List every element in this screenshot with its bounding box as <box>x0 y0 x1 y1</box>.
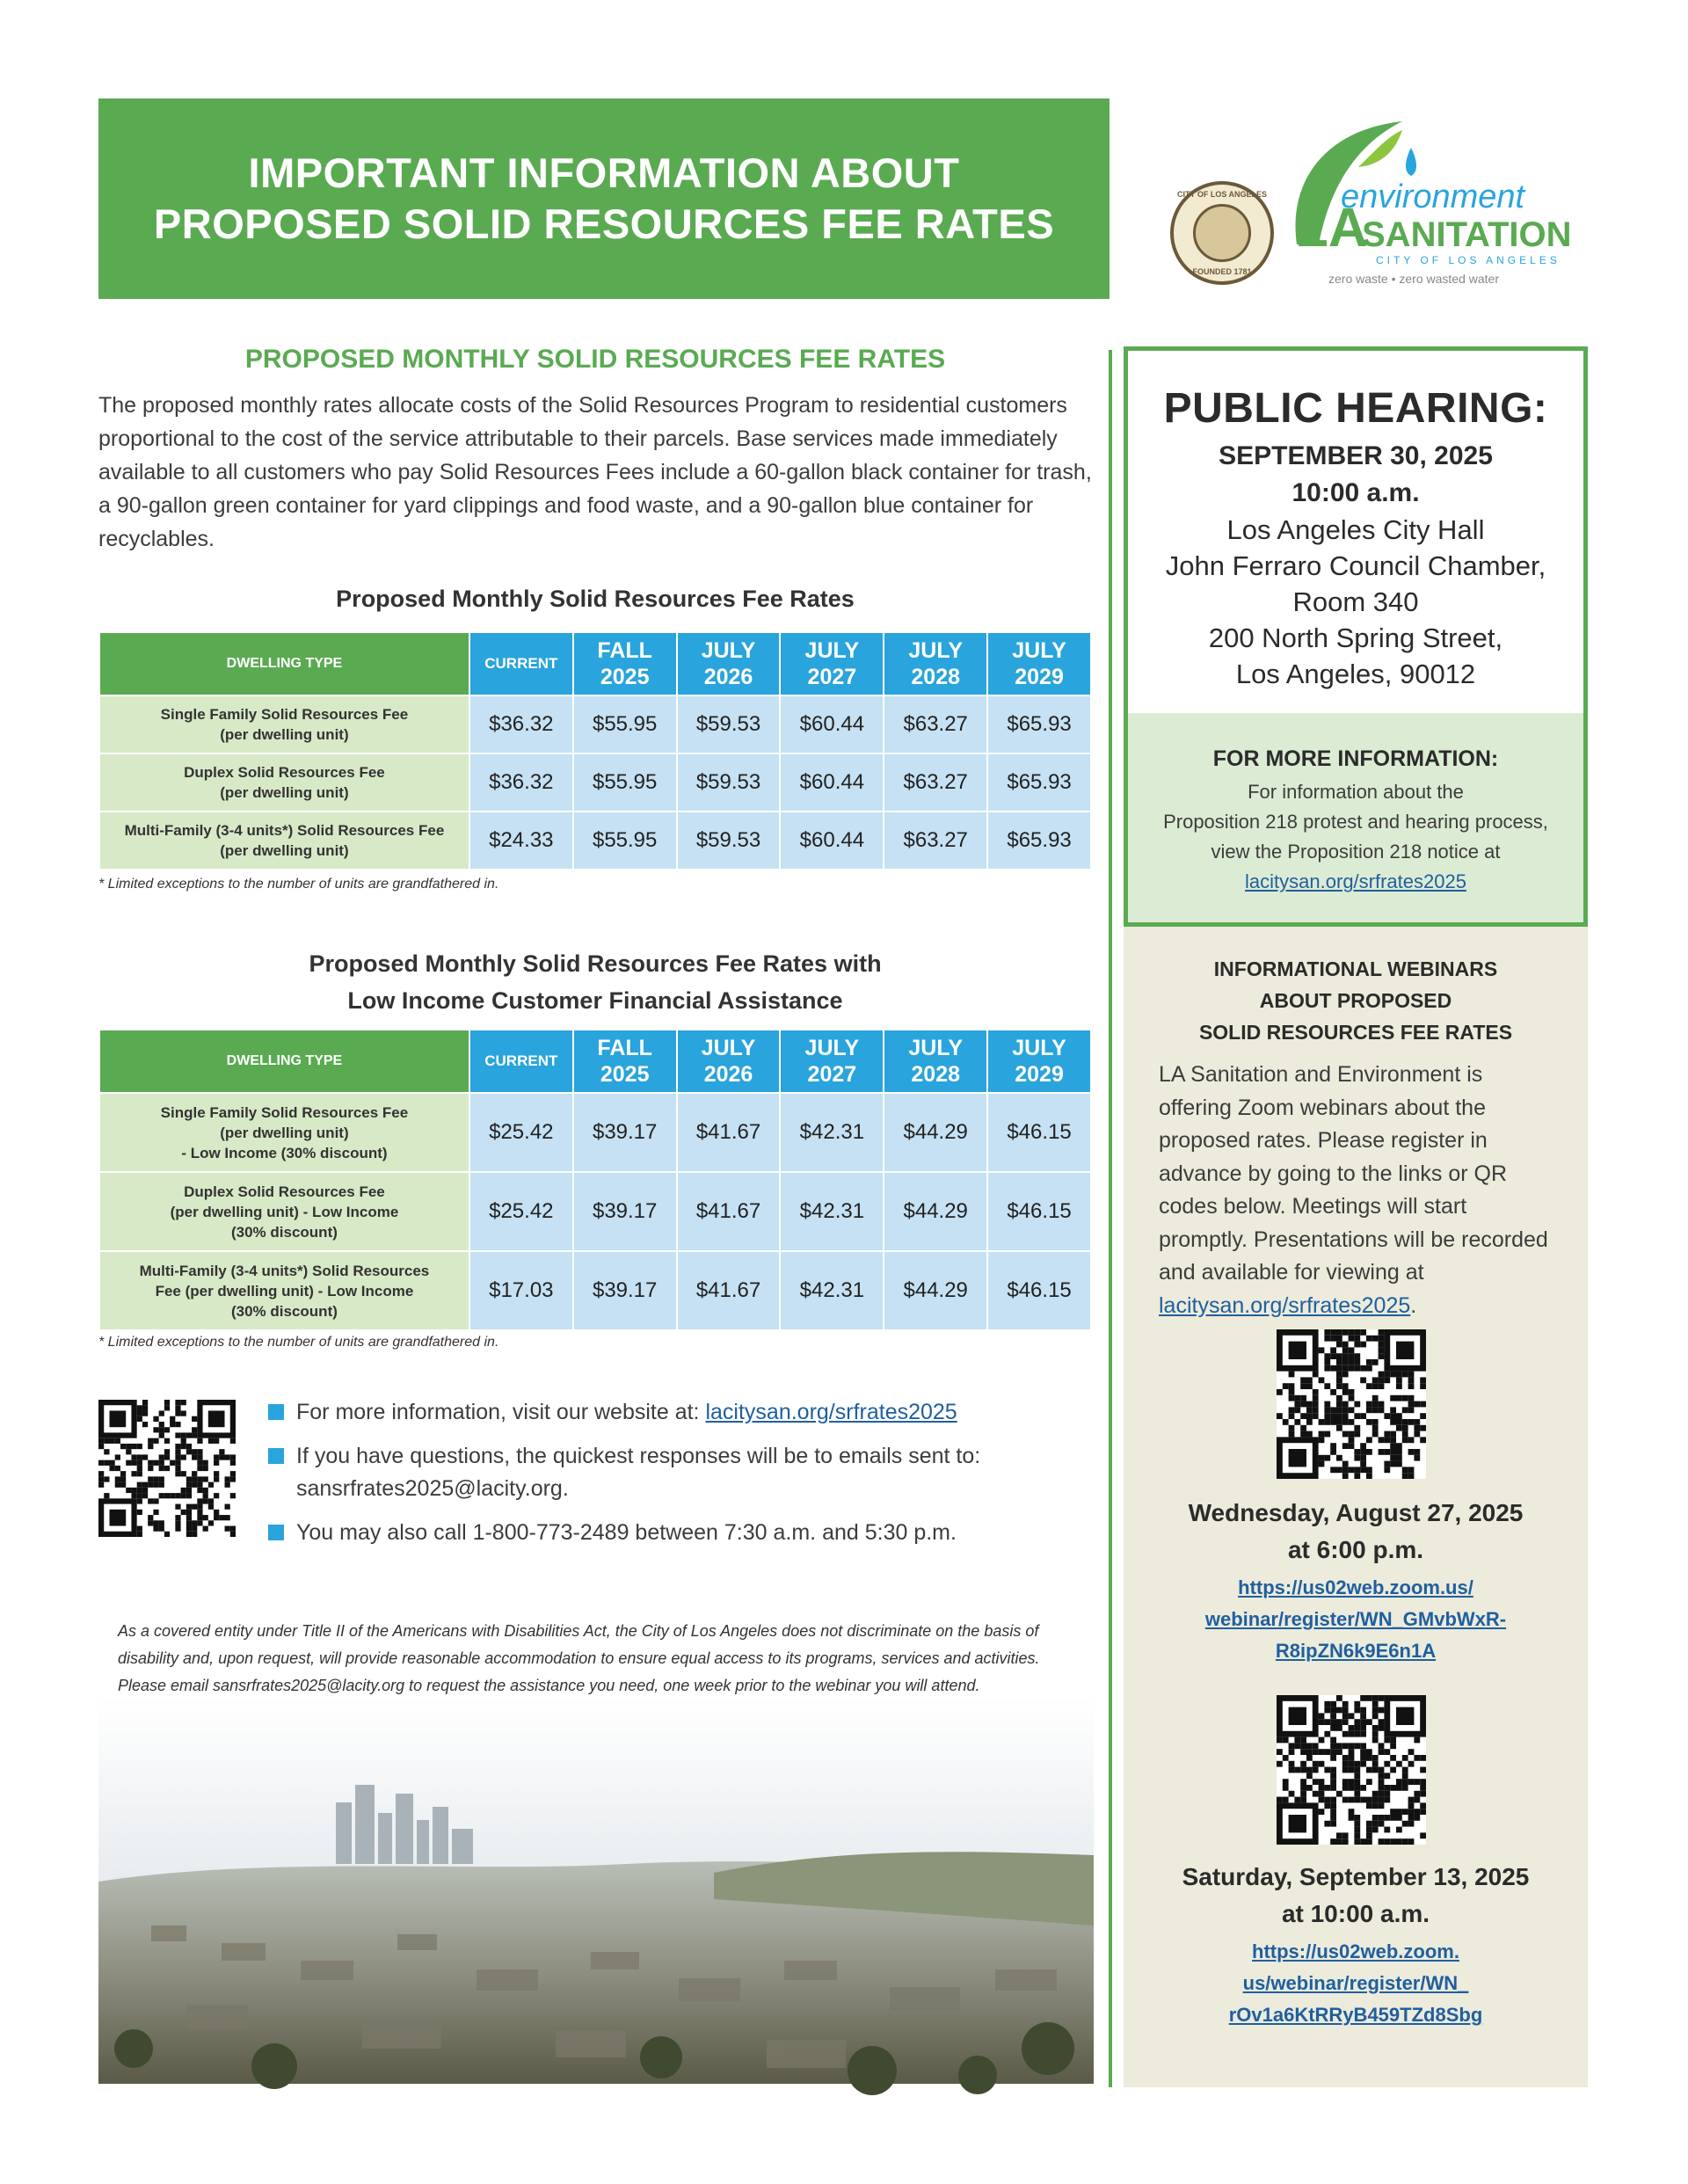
row-label: Multi-Family (3-4 units*) Solid Resources Fee (per dwelling unit) - Low Income (30% discount) <box>99 1251 469 1330</box>
cell-value: $39.17 <box>573 1172 677 1251</box>
hearing-location-3: Room 340 <box>1292 586 1419 617</box>
webinar1-link[interactable]: https://us02web.zoom.us/ webinar/register/WN_GMvbWxR- R8ipZN6k9E6n1A <box>1204 1576 1507 1662</box>
cell-value: $44.29 <box>884 1172 987 1251</box>
ada-statement: As a covered entity under Title II of the Americans with Disabilities Act, the City of Los Angeles does not discriminate on the basis of disability and, upon request, will provide reasonable accommodation to ensure equal access to its programs, services and activities. Please email sansrfrates2025@lacity.org to request the assistance you need, one week prior to the webinar you will attend. <box>118 1622 1040 1694</box>
hearing-location-5: Los Angeles, 90012 <box>1235 659 1476 689</box>
row-label: Multi-Family (3-4 units*) Solid Resources Fee (per dwelling unit) <box>99 812 469 870</box>
cell-value: $25.42 <box>469 1172 573 1251</box>
cell-value: $25.42 <box>469 1093 573 1172</box>
webinar1-date: Wednesday, August 27, 2025 <box>1188 1499 1524 1526</box>
cell-value: $42.31 <box>780 1093 884 1172</box>
header-title-line2: PROPOSED SOLID RESOURCES FEE RATES <box>153 200 1055 247</box>
hearing-location-4: 200 North Spring Street, <box>1208 622 1503 653</box>
column-divider <box>1109 350 1112 2087</box>
section-title: PROPOSED MONTHLY SOLID RESOURCES FEE RATES <box>244 345 946 374</box>
col-july-2026: JULY 2026 <box>677 1030 781 1093</box>
rates-table <box>98 631 1092 870</box>
cell-value: $41.67 <box>677 1251 781 1330</box>
table-row <box>99 1251 1091 1330</box>
cell-value: $41.67 <box>677 1172 781 1251</box>
col-july-2029: JULY 2029 <box>987 632 1091 695</box>
table1-title: Proposed Monthly Solid Resources Fee Rates <box>336 586 855 612</box>
col-july-2027: JULY 2027 <box>780 1030 884 1093</box>
list-item <box>268 1396 1112 1429</box>
email-text: If you have questions, the quickest responses will be to emails sent to: <box>296 1444 981 1468</box>
webinars-body: LA Sanitation and Environment is offering Zoom webinars about the proposed rates. Please register in advance by going to the links or QR codes below. Meetings will start promptly. Presentations will be recorded and available for viewing at lacitysan.org/srfrates2025. <box>1159 1062 1548 1318</box>
logo-environment-text: environment <box>1341 178 1525 215</box>
cell-value: $46.15 <box>987 1172 1091 1251</box>
col-dwelling-type: DWELLING TYPE <box>99 632 469 695</box>
cell-value: $60.44 <box>780 812 884 870</box>
cell-value: $46.15 <box>987 1251 1091 1330</box>
col-july-2029: JULY 2029 <box>987 1030 1091 1093</box>
row-label: Single Family Solid Resources Fee (per dwelling unit) <box>99 695 469 753</box>
webinar2-link[interactable]: https://us02web.zoom. us/webinar/register/WN_ rOv1a6KtRRyB459TZd8Sbg <box>1228 1940 1483 2026</box>
header-banner <box>98 98 1110 299</box>
cell-value: $63.27 <box>884 753 987 812</box>
webinars-title-3: SOLID RESOURCES FEE RATES <box>1198 1021 1513 1044</box>
col-july-2027: JULY 2027 <box>780 632 884 695</box>
seal-top-text: CITY OF LOS ANGELES <box>1176 190 1267 199</box>
cell-value: $63.27 <box>884 695 987 753</box>
webinar1-time: at 6:00 p.m. <box>1287 1536 1424 1563</box>
row-label: Duplex Solid Resources Fee (per dwelling unit) - Low Income (30% discount) <box>99 1172 469 1251</box>
cell-value: $41.67 <box>677 1093 781 1172</box>
col-july-2028: JULY 2028 <box>884 632 987 695</box>
webinars-title-1: INFORMATIONAL WEBINARS <box>1213 957 1498 980</box>
cell-value: $39.17 <box>573 1251 677 1330</box>
row-label: Duplex Solid Resources Fee (per dwelling unit) <box>99 753 469 812</box>
table-row <box>99 1172 1091 1251</box>
cell-value: $42.31 <box>780 1172 884 1251</box>
logo-tagline-text: zero waste • zero wasted water <box>1328 272 1499 286</box>
cell-value: $65.93 <box>987 695 1091 753</box>
table2-title: Proposed Monthly Solid Resources Fee Rates with Low Income Customer Financial Assistance <box>309 950 882 1014</box>
cell-value: $17.03 <box>469 1251 573 1330</box>
bullet-square-icon <box>268 1404 284 1420</box>
more-info-line3: view the Proposition 218 notice at <box>1211 841 1501 863</box>
cell-value: $46.15 <box>987 1093 1091 1172</box>
logo-la-text: LA <box>1295 198 1368 258</box>
lasanitation-logo-icon <box>1270 113 1572 288</box>
los-angeles-skyline-photo <box>98 1697 1094 2084</box>
logo-sanitation-text: SANITATION <box>1362 215 1572 254</box>
public-hearing-box <box>1124 346 1588 927</box>
table1-footnote: * Limited exceptions to the number of units are grandfathered in. <box>98 877 499 892</box>
cell-value: $39.17 <box>573 1093 677 1172</box>
hearing-title: PUBLIC HEARING: <box>1163 385 1548 432</box>
more-information-box <box>1128 713 1583 922</box>
bullet-square-icon <box>268 1525 284 1540</box>
lasan-logo <box>1165 113 1572 288</box>
cell-value: $59.53 <box>677 812 781 870</box>
cell-value: $65.93 <box>987 753 1091 812</box>
webinars-section <box>1124 953 1588 1322</box>
table-row <box>99 812 1091 870</box>
website-link[interactable]: lacitysan.org/srfrates2025 <box>705 1400 957 1424</box>
cell-value: $42.31 <box>780 1251 884 1330</box>
bullet-square-icon <box>268 1448 284 1464</box>
logo-city-text: CITY OF LOS ANGELES <box>1376 254 1561 266</box>
intro-paragraph: The proposed monthly rates allocate costs of the Solid Resources Program to residential customers proportional to the cost of the service attributable to their parcels. Base services made immediately available to all customers who pay Solid Resources Fees include a 60-gallon black container for trash, a 90-gallon green container for yard clippings and food waste, and a 90-gallon blue container for recyclables. <box>98 393 1092 551</box>
hearing-location-2: John Ferraro Council Chamber, <box>1165 550 1546 581</box>
seal-bottom-text: FOUNDED 1781 <box>1192 267 1252 276</box>
col-fall-2025: FALL 2025 <box>573 632 677 695</box>
cell-value: $59.53 <box>677 695 781 753</box>
phone-text: You may also call 1-800-773-2489 between 7:30 a.m. and 5:30 p.m. <box>296 1520 957 1545</box>
hearing-date: SEPTEMBER 30, 2025 <box>1219 441 1493 470</box>
cell-value: $60.44 <box>780 695 884 753</box>
col-july-2028: JULY 2028 <box>884 1030 987 1093</box>
cell-value: $60.44 <box>780 753 884 812</box>
cell-value: $55.95 <box>573 753 677 812</box>
more-info-line2: Proposition 218 protest and hearing process, <box>1163 811 1548 833</box>
cell-value: $44.29 <box>884 1093 987 1172</box>
cell-value: $36.32 <box>469 695 573 753</box>
cell-value: $55.95 <box>573 812 677 870</box>
col-july-2026: JULY 2026 <box>677 632 781 695</box>
website-qr-code-icon[interactable] <box>98 1400 236 1537</box>
row-label: Single Family Solid Resources Fee (per dwelling unit) - Low Income (30% discount) <box>99 1093 469 1172</box>
webinar1-qr-code-icon[interactable] <box>1277 1329 1426 1479</box>
cell-value: $36.32 <box>469 753 573 812</box>
webinars-body-link[interactable]: lacitysan.org/srfrates2025 <box>1159 1292 1411 1318</box>
webinar2-when <box>1124 1859 1588 1933</box>
webinars-title-2: ABOUT PROPOSED <box>1259 989 1452 1012</box>
list-item <box>268 1440 1112 1505</box>
email-address[interactable]: sansrfrates2025@lacity.org. <box>296 1476 569 1501</box>
prop218-link[interactable]: lacitysan.org/srfrates2025 <box>1245 870 1466 892</box>
more-info-line1: For information about the <box>1248 781 1464 803</box>
table-row <box>99 753 1091 812</box>
webinar2-date: Saturday, September 13, 2025 <box>1182 1863 1530 1890</box>
hearing-time: 10:00 a.m. <box>1291 478 1420 507</box>
cell-value: $44.29 <box>884 1251 987 1330</box>
cell-value: $59.53 <box>677 753 781 812</box>
cell-value: $55.95 <box>573 695 677 753</box>
header-title-line1: IMPORTANT INFORMATION ABOUT <box>248 149 960 196</box>
cell-value: $24.33 <box>469 812 573 870</box>
hearing-location-1: Los Angeles City Hall <box>1226 514 1485 545</box>
table-row <box>99 1093 1091 1172</box>
col-fall-2025: FALL 2025 <box>573 1030 677 1093</box>
table-header-row <box>99 632 1091 695</box>
contact-list <box>268 1396 1112 1561</box>
cell-value: $65.93 <box>987 812 1091 870</box>
website-text: For more information, visit our website at: <box>296 1400 706 1424</box>
cell-value: $63.27 <box>884 812 987 870</box>
more-info-title: FOR MORE INFORMATION: <box>1212 746 1499 771</box>
city-seal-icon <box>1170 181 1274 285</box>
table-header-row <box>99 1030 1091 1093</box>
low-income-rates-table <box>98 1029 1092 1331</box>
table2-footnote: * Limited exceptions to the number of units are grandfathered in. <box>98 1335 499 1350</box>
list-item <box>268 1517 1112 1549</box>
webinar2-qr-code-icon[interactable] <box>1277 1695 1426 1845</box>
col-current: CURRENT <box>469 632 573 695</box>
webinar2-time: at 10:00 a.m. <box>1281 1900 1430 1927</box>
col-current: CURRENT <box>469 1030 573 1093</box>
col-dwelling-type: DWELLING TYPE <box>99 1030 469 1093</box>
table-row <box>99 695 1091 753</box>
webinar1-when <box>1124 1495 1588 1569</box>
